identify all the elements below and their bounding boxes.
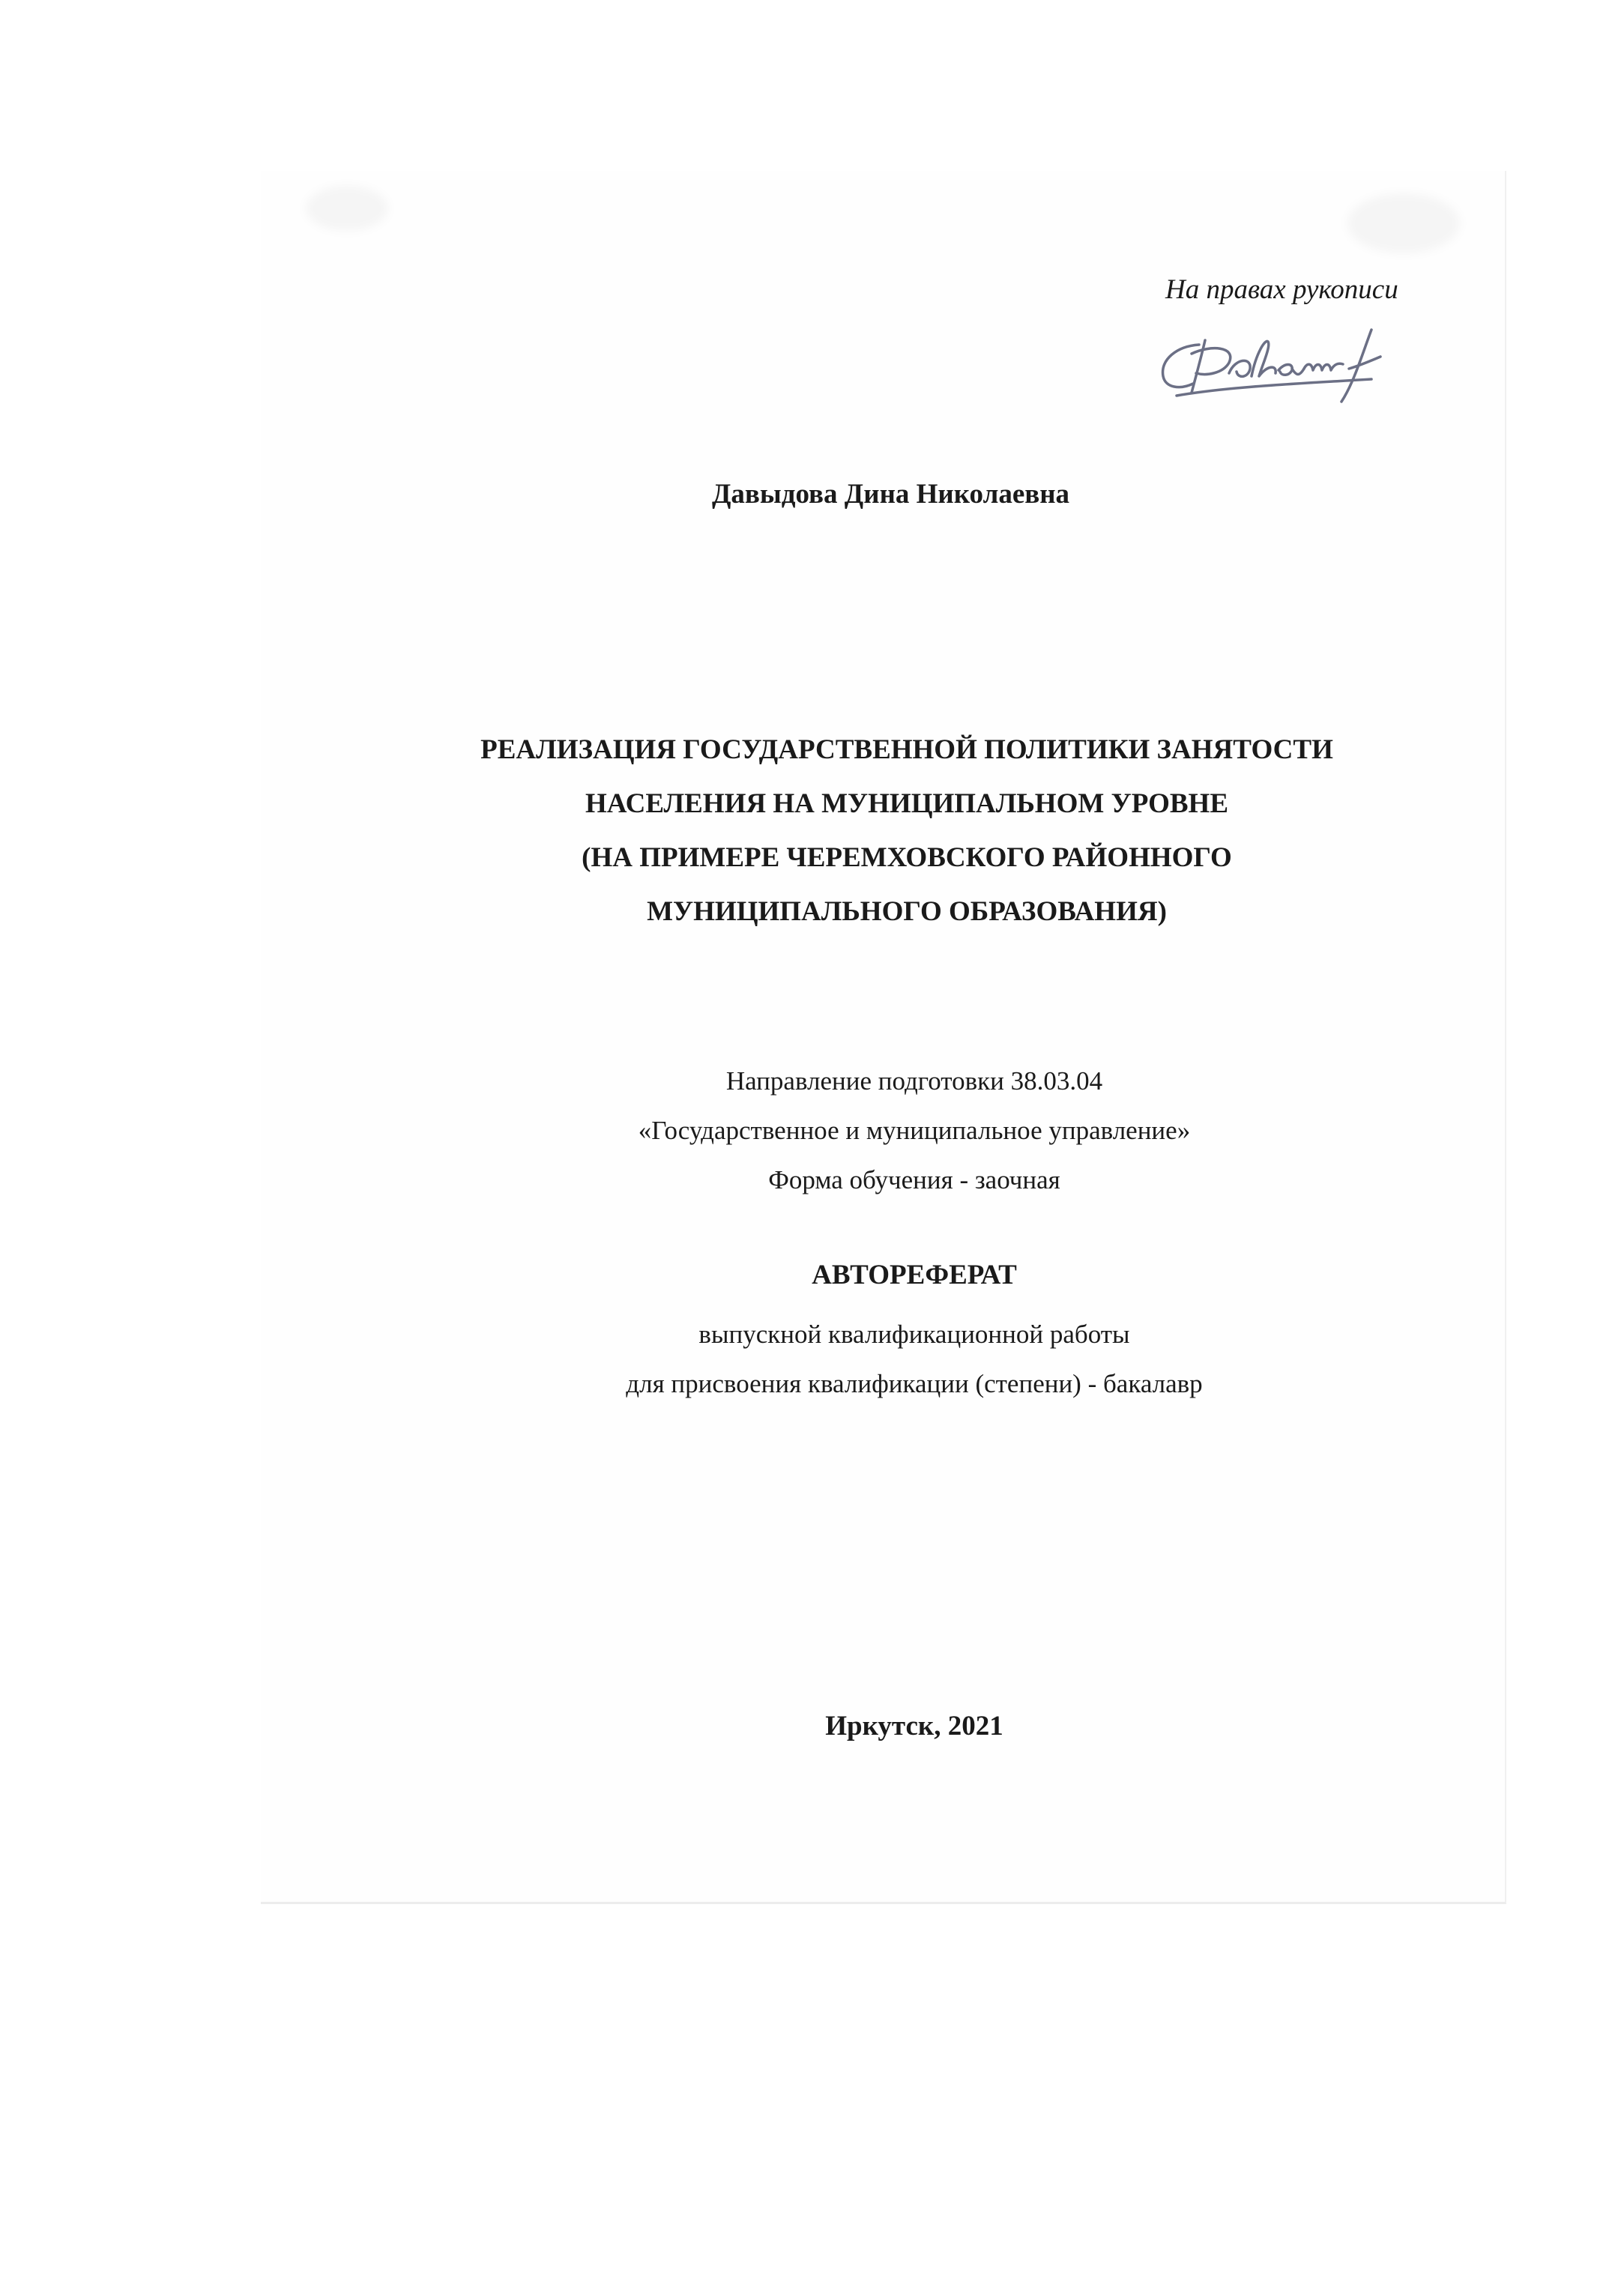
document-type: АВТОРЕФЕРАТ: [812, 1260, 1017, 1290]
document-desc-line: выпускной квалификационной работы: [698, 1320, 1130, 1349]
study-form: Форма обучения - заочная: [768, 1165, 1060, 1194]
thesis-title: [420, 723, 1394, 939]
title-line: РЕАЛИЗАЦИЯ ГОСУДАРСТВЕННОЙ ПОЛИТИКИ ЗАНЯТОСТИ: [480, 734, 1333, 765]
city-year: Иркутск, 2021: [825, 1711, 1003, 1741]
program-specialty: «Государственное и муниципальное управление»: [638, 1116, 1191, 1145]
scan-smudge: [1347, 193, 1460, 253]
scanned-page: [261, 171, 1506, 1904]
author-name: Давыдова Дина Николаевна: [711, 479, 1070, 510]
program-info: [420, 1057, 1409, 1205]
document-desc-line: для присвоения квалификации (степени) - бакалавр: [626, 1369, 1203, 1398]
title-line: МУНИЦИПАЛЬНОГО ОБРАЗОВАНИЯ): [647, 896, 1167, 927]
title-line: (НА ПРИМЕРЕ ЧЕРЕМХОВСКОГО РАЙОННОГО: [582, 842, 1232, 873]
scan-smudge: [306, 186, 388, 231]
document-description: [420, 1310, 1409, 1409]
author-signature: [1147, 324, 1394, 406]
program-direction: Направление подготовки 38.03.04: [725, 1066, 1103, 1096]
title-line: НАСЕЛЕНИЯ НА МУНИЦИПАЛЬНОМ УРОВНЕ: [585, 788, 1228, 819]
manuscript-note: На правах рукописи: [1165, 274, 1398, 305]
